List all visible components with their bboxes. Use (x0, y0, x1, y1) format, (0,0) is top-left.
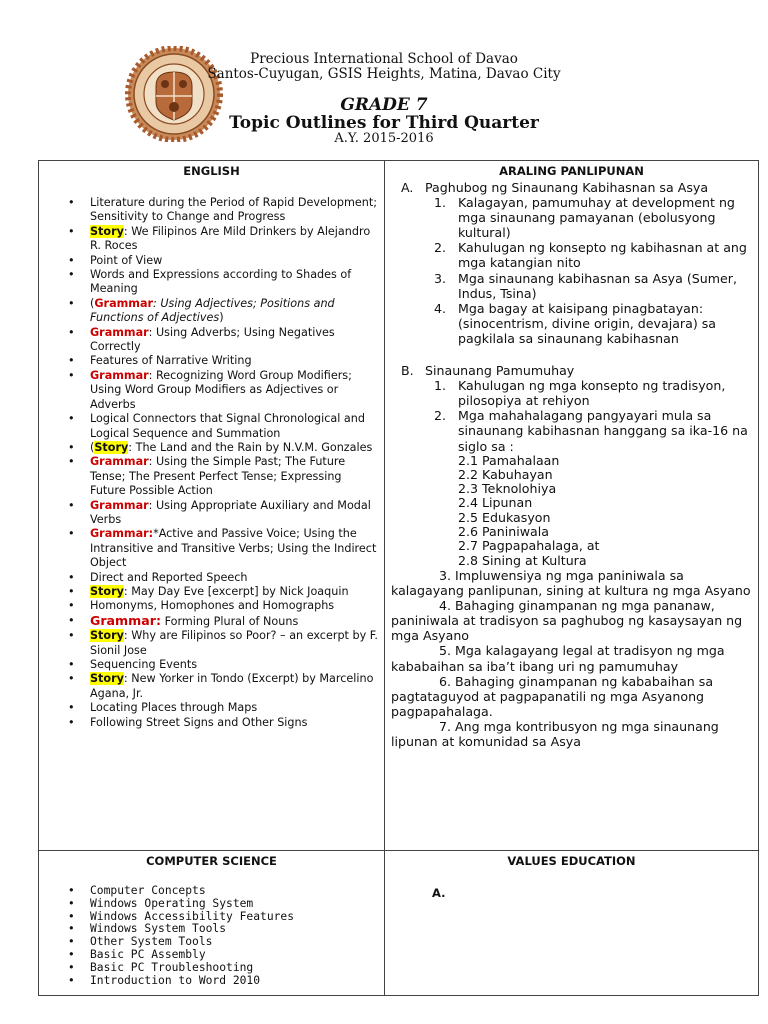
cs-topic-item: • Windows Accessibility Features (90, 911, 384, 924)
topic-text: : We Filipinos Are Mild Drinkers by Alejandro R. Roces (90, 224, 371, 253)
item-text: Kalagayan, pamumuhay at development ng mga sinaunang pamayanan (ebolusyong kultural) (458, 195, 735, 241)
ap-section-a-items (385, 195, 754, 346)
opening-paren: ( (90, 296, 95, 310)
english-topic-item (90, 326, 378, 355)
item-text: Mga mahahalagang pangyayari mula sa sinaunang kabihasnan hanggang sa ika-16 na siglo sa : (458, 408, 748, 454)
cs-topic-item: • Windows System Tools (90, 923, 384, 936)
english-heading: ENGLISH (183, 164, 240, 178)
story-label: Story (90, 224, 124, 238)
school-name: Precious International School of Davao (250, 51, 518, 67)
cs-topic-item: • Basic PC Troubleshooting (90, 962, 384, 975)
school-header (0, 52, 768, 82)
english-topic-item (90, 672, 378, 701)
ap-subitem: 2.8 Sining at Kultura (458, 552, 587, 568)
english-topic-item (90, 499, 378, 528)
ap-numbered-item (434, 408, 754, 453)
topic-text: Words and Expressions according to Shades of Meaning (90, 268, 352, 296)
grammar-label: Grammar: (90, 527, 154, 541)
document-title: Topic Outlines for Third Quarter (229, 113, 539, 133)
item-text: Mga sinaunang kabihasnan sa Asya (Sumer, Indus, Tsina) (458, 270, 737, 301)
english-topic-item (90, 599, 378, 613)
ap-paragraph: 7. Ang mga kontribusyon ng mga sinaunang lipunan at komunidad sa Asya (391, 718, 719, 749)
topic-text: Literature during the Period of Rapid Development; Sensitivity to Change and Progress (90, 196, 378, 224)
story-label: Story (90, 672, 124, 686)
english-topic-item (90, 297, 378, 326)
english-topic-item (90, 369, 378, 412)
topic-text: Locating Places through Maps (90, 701, 258, 715)
cs-topic-item: • Basic PC Assembly (90, 949, 384, 962)
item-text: Kahulugan ng mga konsepto ng tradisyon, pilosopiya at rehiyon (458, 378, 726, 409)
school-address: Santos-Cuyugan, GSIS Heights, Matina, Davao City (207, 66, 561, 82)
topic-text: : The Land and the Rain by N.V.M. Gonzales (128, 440, 373, 454)
ap-subitem: 2.1 Pamahalaan (458, 452, 560, 468)
topic-text: Point of View (90, 253, 163, 267)
english-topic-item (90, 571, 378, 585)
english-topic-item (90, 629, 378, 658)
topic-text: Sequencing Events (90, 658, 198, 671)
cs-topic-item: • Computer Concepts (90, 885, 384, 898)
topic-text: Direct and Reported Speech (90, 570, 248, 584)
topic-text: Forming Plural of Nouns (161, 614, 299, 628)
topic-text: Logical Connectors that Signal Chronological and Logical Sequence and Summation (90, 412, 365, 440)
ve-heading: VALUES EDUCATION (507, 854, 636, 868)
outline-row-1 (39, 161, 759, 851)
story-label: Story (90, 584, 124, 598)
grammar-label: Grammar (94, 296, 154, 310)
english-topic-item (90, 716, 378, 730)
topic-text: : Using Adverbs; Using Negatives Correctly (90, 325, 335, 354)
item-text: Kahulugan ng konsepto ng kabihasnan at ang mga katangian nito (458, 240, 747, 271)
ap-section-b (385, 363, 754, 378)
english-topic-item (90, 225, 378, 254)
ap-numbered-item (434, 240, 754, 270)
ap-heading: ARALING PANLIPUNAN (499, 164, 644, 178)
story-label: Story (94, 440, 129, 454)
item-number: 2. (434, 240, 447, 256)
ap-subitem: 2.6 Paniniwala (458, 524, 549, 540)
story-label: Story (90, 629, 124, 643)
cs-topic-item: • Other System Tools (90, 936, 384, 949)
ap-section-a-title: Paghubog ng Sinaunang Kabihasnan sa Asya (425, 180, 709, 195)
topic-text: : Using Adjectives; Positions and Functions of Adjectives (90, 296, 335, 325)
english-topic-item (90, 701, 378, 715)
english-cell (39, 161, 385, 851)
ap-subitem: 2.3 Teknolohiya (458, 481, 557, 497)
english-topic-item (90, 354, 378, 368)
grade-level: GRADE 7 (340, 95, 428, 115)
ap-paragraph: 3. Impluwensiya ng mga paniniwala sa kalagayang panlipunan, sining at kultura ng mga Asyano (391, 567, 751, 599)
academic-year: A.Y. 2015-2016 (334, 131, 434, 146)
ap-numbered-item (434, 271, 754, 301)
english-topic-list (39, 196, 384, 730)
item-number: 2. (434, 408, 447, 424)
cs-topic-item: • Windows Operating System (90, 898, 384, 911)
english-topic-item (90, 268, 378, 297)
ap-subitem: 2.7 Pagpapahalaga, at (458, 538, 600, 554)
item-text: Mga bagay at kaisipang pinagbatayan: (sinocentrism, divine origin, devajara) sa pagkilala sa sinaunang kabihasnan (458, 300, 717, 346)
topic-text: : Recognizing Word Group Modifiers; Using Word Group Modifiers as Adjectives or Adverbs (90, 368, 352, 411)
item-number: 1. (434, 378, 447, 394)
item-number: 1. (434, 195, 447, 211)
topic-text: : Using the Simple Past; The Future Tense; The Present Perfect Tense; Expressing Future Possible Action (90, 455, 346, 498)
opening-paren: ( (90, 440, 95, 454)
cs-topic-list (39, 885, 384, 987)
closing-paren: ) (219, 311, 224, 325)
ap-numbered-item (434, 378, 754, 408)
ap-section-a (385, 180, 754, 195)
english-topic-item (90, 614, 378, 629)
english-topic-item (90, 254, 378, 268)
english-topic-item (90, 441, 378, 455)
topic-text: *Active and Passive Voice; Using the Intransitive and Transitive Verbs; Using the Indirect Object (90, 527, 377, 570)
ap-section-b-title: Sinaunang Pamumuhay (425, 363, 575, 379)
computer-science-cell (39, 851, 385, 996)
grammar-label: Grammar (90, 498, 149, 512)
ap-subitem: 2.2 Kabuhayan (458, 466, 553, 482)
ap-numbered-item (434, 195, 754, 240)
ap-section-b-items (385, 378, 754, 453)
ap-content (385, 180, 758, 749)
topic-text: : New Yorker in Tondo (Excerpt) by Marcelino Agana, Jr. (90, 672, 374, 700)
grammar-label: Grammar (90, 455, 149, 469)
topic-text: : May Day Eve [excerpt] by Nick Joaquin (123, 584, 349, 598)
araling-panlipunan-cell (385, 161, 759, 851)
grammar-label: Grammar: (90, 612, 162, 628)
topic-text: Homonyms, Homophones and Homographs (90, 599, 335, 613)
values-education-cell (385, 851, 759, 996)
english-topic-item (90, 585, 378, 599)
english-topic-item (90, 455, 378, 498)
english-topic-item (90, 527, 378, 570)
grammar-label: Grammar (90, 368, 149, 382)
topic-outline-table (38, 160, 759, 996)
ve-first-marker: A. (432, 886, 446, 900)
ap-paragraphs (385, 568, 754, 749)
cs-topic-item: • Introduction to Word 2010 (90, 975, 384, 988)
english-topic-item (90, 196, 378, 225)
ap-subitem: 2.4 Lipunan (458, 495, 533, 511)
topic-text: Features of Narrative Writing (90, 354, 252, 368)
ap-section-b-marker: B. (401, 363, 414, 379)
ap-paragraph: 4. Bahaging ginampanan ng mga pananaw, paniniwala at tradisyon sa paghubog ng kasaysayan ng mga Asyano (391, 598, 743, 644)
topic-text: : Using Appropriate Auxiliary and Modal Verbs (90, 498, 371, 526)
ap-paragraph: 5. Mga kalagayang legal at tradisyon ng mga kababaihan sa iba’t ibang uri ng pamumuhay (391, 643, 725, 674)
ap-section-a-marker: A. (401, 180, 414, 195)
item-number: 4. (434, 300, 447, 316)
topic-text: : Why are Filipinos so Poor? – an excerpt by F. Sionil Jose (90, 629, 378, 657)
cs-heading: COMPUTER SCIENCE (146, 854, 277, 868)
ap-paragraph: 6. Bahaging ginampanan ng kababaihan sa pagtataguyod at pagpapanatili ng mga Asyanong pagpapahalaga. (391, 673, 714, 719)
item-number: 3. (434, 270, 447, 286)
ap-subitem: 2.5 Edukasyon (458, 509, 551, 525)
grammar-label: Grammar (90, 325, 149, 339)
topic-text: Following Street Signs and Other Signs (90, 715, 308, 729)
ap-numbered-item (434, 301, 754, 346)
english-topic-item (90, 658, 378, 672)
outline-row-2 (39, 851, 759, 996)
english-topic-item (90, 412, 378, 441)
ap-section-b-subitems (385, 454, 754, 568)
